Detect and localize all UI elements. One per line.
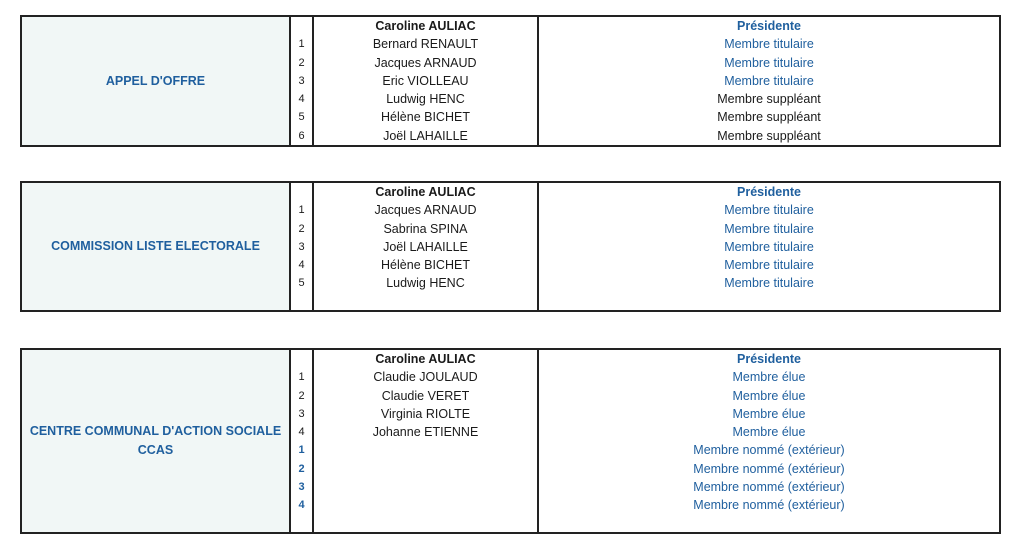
member-role: Membre nommé (extérieur) [693, 461, 845, 476]
member-number: 4 [298, 259, 305, 272]
member-name: Jacques ARNAUD [374, 55, 477, 70]
member-role: Membre nommé (extérieur) [693, 443, 845, 458]
president-role: Présidente [737, 185, 801, 199]
president-name: Caroline AULIAC [375, 185, 476, 199]
member-role: Membre élue [732, 370, 806, 385]
member-name: Joël LAHAILLE [383, 239, 468, 254]
role-column [539, 17, 999, 145]
table-appel-offre [20, 15, 1001, 147]
member-role: Membre suppléant [717, 110, 821, 125]
table-ccas [20, 348, 1001, 534]
member-number: 2 [298, 56, 305, 69]
member-name [314, 441, 537, 459]
member-name: Bernard RENAULT [372, 37, 479, 52]
member-role: Membre titulaire [724, 258, 814, 273]
member-number: 2 [298, 222, 305, 235]
name-column [314, 183, 539, 310]
member-number: 1 [298, 444, 305, 457]
committee-label-line: COMMISSION LISTE ELECTORALE [51, 239, 260, 253]
number-column [291, 183, 314, 310]
member-name: Jacques ARNAUD [374, 203, 477, 218]
name-column [314, 17, 539, 145]
member-number: 3 [298, 240, 305, 253]
table-commission-liste-electorale [20, 181, 1001, 312]
member-role: Membre élue [732, 388, 806, 403]
member-number: 3 [298, 407, 305, 420]
member-name: Claudie VERET [381, 388, 470, 403]
member-role: Membre titulaire [724, 239, 814, 254]
member-name [314, 496, 537, 514]
member-role: Membre titulaire [724, 203, 814, 218]
name-column [314, 350, 539, 532]
member-role: Membre nommé (extérieur) [693, 480, 845, 495]
member-number: 4 [298, 499, 305, 512]
member-role: Membre nommé (extérieur) [693, 498, 845, 513]
committee-label [22, 17, 291, 145]
committee-label-line: APPEL D'OFFRE [105, 73, 206, 88]
member-role: Membre titulaire [724, 55, 814, 70]
member-name: Claudie JOULAUD [373, 370, 478, 385]
member-name: Virginia RIOLTE [380, 406, 471, 421]
number-column [291, 350, 314, 532]
member-role: Membre suppléant [717, 92, 821, 107]
member-number: 4 [298, 426, 305, 439]
member-number: 6 [298, 129, 305, 142]
committee-label-line: CENTRE COMMUNAL D'ACTION SOCIALE [29, 424, 282, 438]
member-number: 2 [298, 389, 305, 402]
role-column [539, 350, 999, 532]
president-name: Caroline AULIAC [375, 19, 476, 33]
member-number: 3 [298, 74, 305, 87]
member-role: Membre titulaire [724, 73, 814, 88]
committee-label [22, 183, 291, 310]
member-number: 1 [298, 204, 305, 217]
member-number: 4 [298, 93, 305, 106]
president-name: Caroline AULIAC [375, 352, 476, 366]
member-role: Membre élue [732, 406, 806, 421]
president-role: Présidente [737, 352, 801, 366]
committee-label-line: CCAS [137, 443, 174, 457]
member-name: Ludwig HENC [386, 92, 465, 107]
member-number: 1 [298, 371, 305, 384]
president-role: Présidente [737, 19, 801, 33]
member-role: Membre titulaire [724, 37, 814, 52]
role-column [539, 183, 999, 310]
member-number: 5 [298, 277, 305, 290]
member-name: Hélène BICHET [381, 110, 470, 125]
committee-label [22, 350, 291, 532]
member-name: Johanne ETIENNE [372, 425, 479, 440]
number-column [291, 17, 314, 145]
member-name: Ludwig HENC [386, 276, 465, 291]
member-role: Membre suppléant [717, 128, 821, 143]
member-name [314, 478, 537, 496]
member-number: 2 [298, 462, 305, 475]
member-name: Joël LAHAILLE [383, 128, 468, 143]
member-name: Eric VIOLLEAU [382, 73, 469, 88]
member-name: Sabrina SPINA [383, 221, 468, 236]
member-number: 5 [298, 111, 305, 124]
member-name [314, 460, 537, 478]
member-role: Membre élue [732, 425, 806, 440]
member-number: 1 [298, 38, 305, 51]
member-role: Membre titulaire [724, 221, 814, 236]
member-role: Membre titulaire [724, 276, 814, 291]
member-number: 3 [298, 481, 305, 494]
member-name: Hélène BICHET [381, 258, 470, 273]
